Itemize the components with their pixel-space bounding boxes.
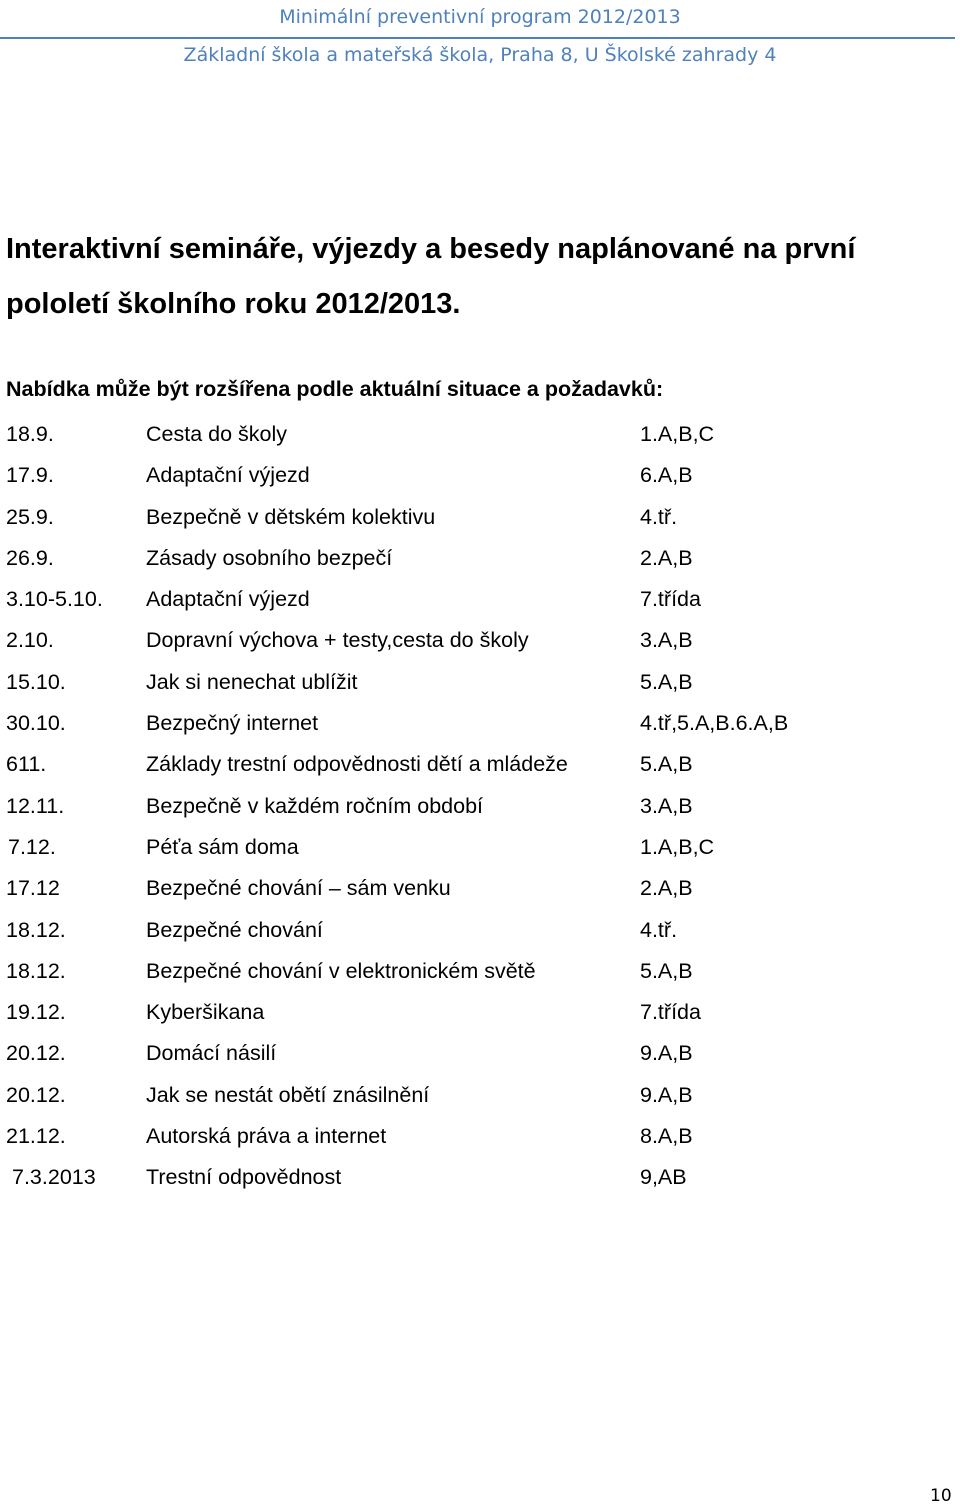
document-title [6,222,951,332]
schedule-date: 15.10. [6,669,66,694]
document-title-line-2: pololetí školního roku 2012/2013. [6,288,461,320]
schedule-topic: Domácí násilí [146,1041,277,1066]
schedule-row [0,868,960,909]
schedule-class: 1.A,B,C [640,422,715,446]
schedule-class: 5.A,B [640,958,693,983]
schedule-date: 17.9. [6,463,54,488]
schedule-topic: Zásady osobního bezpečí [146,545,393,570]
document-title-line-1: Interaktivní semináře, výjezdy a besedy naplánované na první [6,233,856,265]
schedule-row [0,579,960,620]
schedule-class: 2.A,B [640,876,693,901]
schedule-topic: Trestní odpovědnost [146,1165,342,1190]
schedule-date: 20.12. [6,1041,66,1066]
header-program-title: Minimální preventivní program 2012/2013 [279,6,681,28]
schedule-date: 30.10. [6,711,66,736]
schedule-class: 4.tř. [640,917,678,942]
schedule-topic: Bezpečný internet [146,711,319,736]
schedule-date: 18.9. [6,422,54,446]
schedule-class: 9.A,B [640,1082,693,1107]
schedule-row [0,620,960,661]
schedule-date: 3.10-5.10. [6,587,103,612]
schedule-class: 5.A,B [640,669,693,694]
schedule-class: 9,AB [640,1165,687,1190]
schedule-date: 18.12. [6,917,66,942]
schedule-row [0,662,960,703]
schedule-date: 611. [6,752,47,777]
schedule-class: 4.tř,5.A,B.6.A,B [640,711,789,736]
schedule-row [0,992,960,1033]
schedule-topic: Jak se nestát obětí znásilnění [146,1082,430,1107]
schedule-topic: Adaptační výjezd [146,463,310,488]
schedule-row [0,455,960,496]
schedule-class: 3.A,B [640,628,693,653]
schedule-class: 4.tř. [640,504,678,529]
schedule-row [0,827,960,868]
schedule-class: 7.třída [640,587,701,612]
schedule-topic: Bezpečně v dětském kolektivu [146,504,436,529]
schedule-date: 19.12. [6,1000,66,1025]
schedule-topic: Adaptační výjezd [146,587,310,612]
schedule-row [0,744,960,785]
schedule-row [0,538,960,579]
schedule-date: 17.12 [6,876,60,901]
schedule-topic: Jak si nenechat ublížit [146,669,358,694]
schedule-class: 5.A,B [640,752,693,777]
header-divider [0,37,955,39]
schedule-topic: Péťa sám doma [146,834,299,859]
schedule-class: 3.A,B [640,793,693,818]
schedule-topic: Autorská práva a internet [146,1124,387,1149]
schedule-row [0,1075,960,1116]
schedule-topic: Základy trestní odpovědnosti dětí a mládeže [146,752,568,777]
schedule-date: 20.12. [6,1082,66,1107]
schedule-row [0,910,960,951]
schedule-topic: Bezpečné chování – sám venku [146,876,451,901]
schedule-class: 8.A,B [640,1124,693,1149]
schedule-row [0,497,960,538]
schedule-date: 21.12. [6,1124,66,1149]
schedule-row [0,1157,960,1198]
schedule-class: 9.A,B [640,1041,693,1066]
schedule-date: 26.9. [6,545,54,570]
schedule-row [0,951,960,992]
schedule-date: 2.10. [6,628,54,653]
schedule-date: 7.12. [8,834,56,859]
schedule-topic: Kyberšikana [146,1000,265,1025]
schedule-topic: Cesta do školy [146,422,288,446]
schedule-date: 25.9. [6,504,54,529]
schedule-class: 7.třída [640,1000,701,1025]
schedule-class: 2.A,B [640,545,693,570]
schedule-topic: Bezpečné chování [146,917,323,942]
schedule-class: 6.A,B [640,463,693,488]
header-school-name: Základní škola a mateřská škola, Praha 8, U Školské zahrady 4 [183,44,777,66]
schedule-topic: Dopravní výchova + testy,cesta do školy [146,628,529,653]
schedule-topic: Bezpečné chování v elektronickém světě [146,958,536,983]
schedule-row [0,786,960,827]
schedule-class: 1.A,B,C [640,834,715,859]
schedule-date: 18.12. [6,958,66,983]
schedule-date: 7.3.2013 [12,1165,96,1190]
schedule-topic: Bezpečně v každém ročním období [146,793,484,818]
schedule-row [0,703,960,744]
schedule-row [0,1033,960,1074]
schedule-row [0,1116,960,1157]
schedule-list [0,414,960,1199]
schedule-row [0,414,960,455]
schedule-date: 12.11. [6,793,65,818]
page-number: 10 [930,1486,952,1506]
offer-note: Nabídka může být rozšířena podle aktuální situace a požadavků: [6,377,664,401]
page-header [0,0,960,80]
